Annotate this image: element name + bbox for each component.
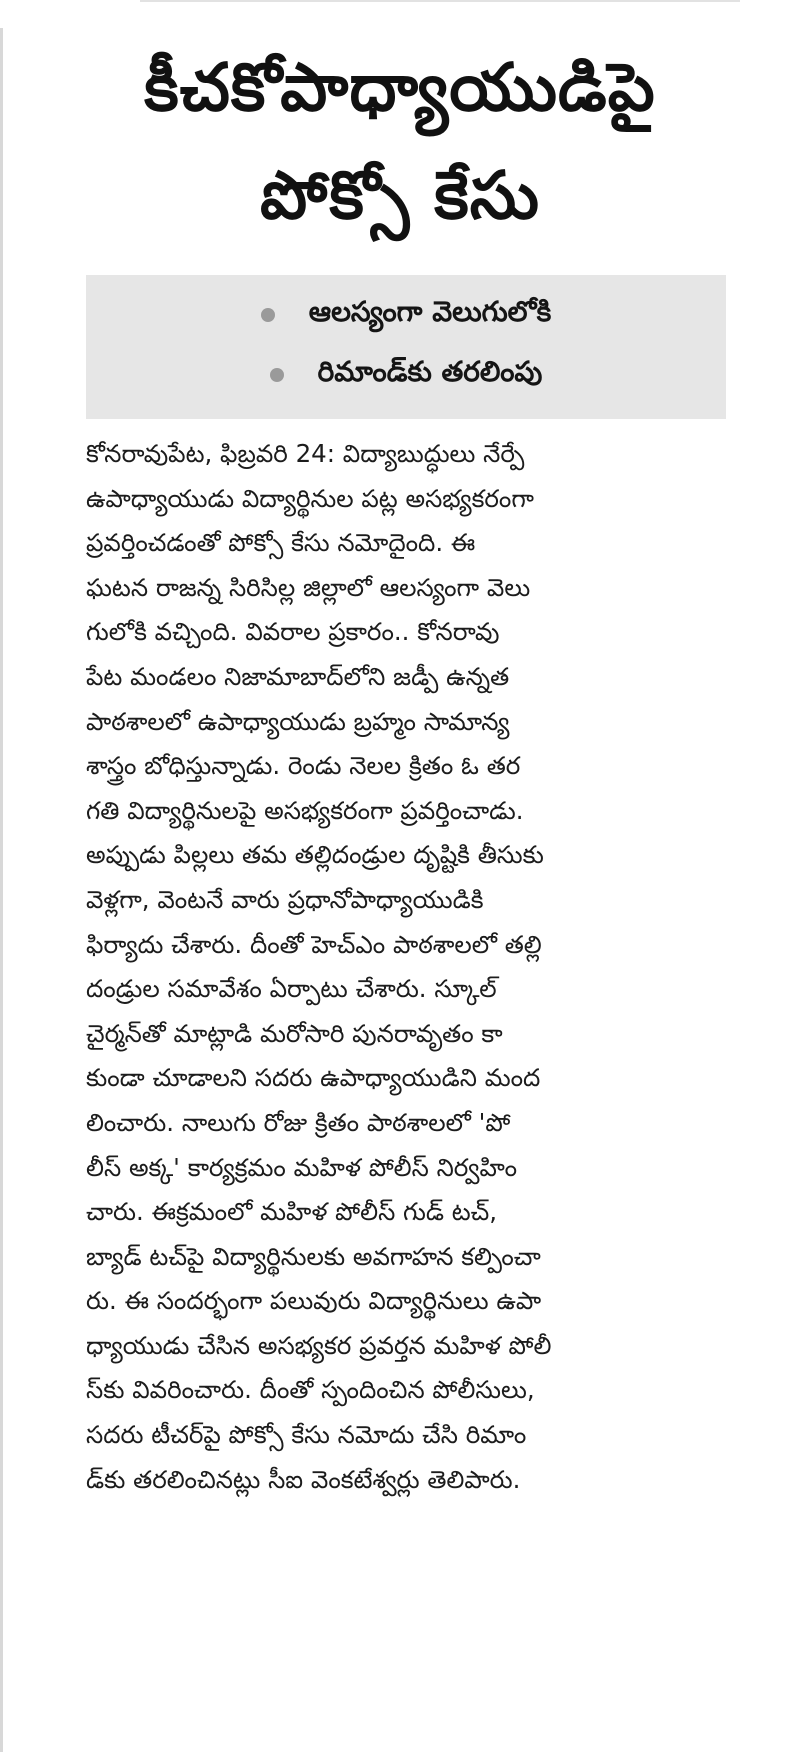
body-line: పేట మండలం నిజామాబాద్‌లోని జడ్పీ ఉన్నత [86,661,510,691]
body-line: లీస్ అక్క' కార్యక్రమం మహిళ పోలీస్ నిర్వహిం [86,1152,517,1182]
body-line: రు. ఈ సందర్భంగా పలువురు విద్యార్థినులు ఉపా [86,1286,542,1316]
body-line: లించారు. నాలుగు రోజు క్రితం పాఠశాలలో 'పో [86,1107,511,1137]
article-body [86,432,732,1502]
body-line: ఘటన రాజన్న సిరిసిల్ల జిల్లాలో ఆలస్యంగా వెలు [86,572,531,602]
body-line: పాఠశాలలో ఉపాధ్యాయుడు బ్రహ్మం సామాన్య [86,706,510,736]
body-line: డ్‌కు తరలించినట్లు సీఐ వెంకటేశ్వర్లు తెలిపారు. [86,1464,521,1494]
body-line: స్‌కు వివరించారు. దీంతో స్పందించిన పోలీసులు, [86,1375,535,1405]
highlights-box [86,275,726,419]
body-line: ప్రవర్తించడంతో పోక్సో కేసు నమోదైంది. ఈ [86,528,476,558]
body-line: వెళ్లగా, వెంటనే వారు ప్రధానోపాధ్యాయుడికి [86,884,484,914]
body-line: చైర్మన్‌తో మాట్లాడి మరోసారి పునరావృతం కా [86,1018,503,1048]
highlight-item [86,347,726,403]
body-line: దండ్రుల సమావేశం ఏర్పాటు చేశారు. స్కూల్ [86,974,497,1004]
body-line: ధ్యాయుడు చేసిన అసభ్యకర ప్రవర్తన మహిళ పోలీ [86,1330,552,1360]
headline-line-1: కీచకోపాధ్యాయుడిపై [144,49,656,126]
highlight-text: ఆలస్యంగా వెలుగులోకి [308,295,552,328]
body-line: అప్పుడు పిల్లలు తమ తల్లిదండ్రుల దృష్టికి తీసుకు [86,840,544,870]
body-line: కోనరావుపేట, ఫిబ్రవరి 24: విద్యాబుద్ధులు నేర్పే [86,439,525,468]
body-line: గులోకి వచ్చింది. వివరాల ప్రకారం.. కోనరావు [86,617,500,647]
body-line: చారు. ఈక్రమంలో మహిళ పోలీస్ గుడ్ టచ్, [86,1197,498,1227]
top-divider [140,0,740,2]
bullet-icon [261,308,275,322]
bullet-icon [270,368,284,382]
highlight-item [86,287,726,343]
column-divider [0,28,3,1752]
body-line: శాస్త్రం బోధిస్తున్నాడు. రెండు నెలల క్రితం ఓ తర [86,751,521,781]
highlight-text: రిమాండ్‌కు తరలింపు [317,355,543,388]
body-line: బ్యాడ్ టచ్‌పై విద్యార్థినులకు అవగాహన కల్పించా [86,1241,541,1271]
body-line: కుండా చూడాలని సదరు ఉపాధ్యాయుడిని మంద [86,1063,541,1093]
body-line: సదరు టీచర్‌పై పోక్సో కేసు నమోదు చేసి రిమాం [86,1420,527,1450]
headline-line-2: పోక్సో కేసు [260,157,540,234]
body-line: గతి విద్యార్థినులపై అసభ్యకరంగా ప్రవర్తించాడు. [86,795,524,825]
body-line: ఉపాధ్యాయుడు విద్యార్థినుల పట్ల అసభ్యకరంగా [86,483,534,513]
body-line: ఫిర్యాదు చేశారు. దీంతో హెచ్‌ఎం పాఠశాలలో తల్లి [86,929,542,959]
